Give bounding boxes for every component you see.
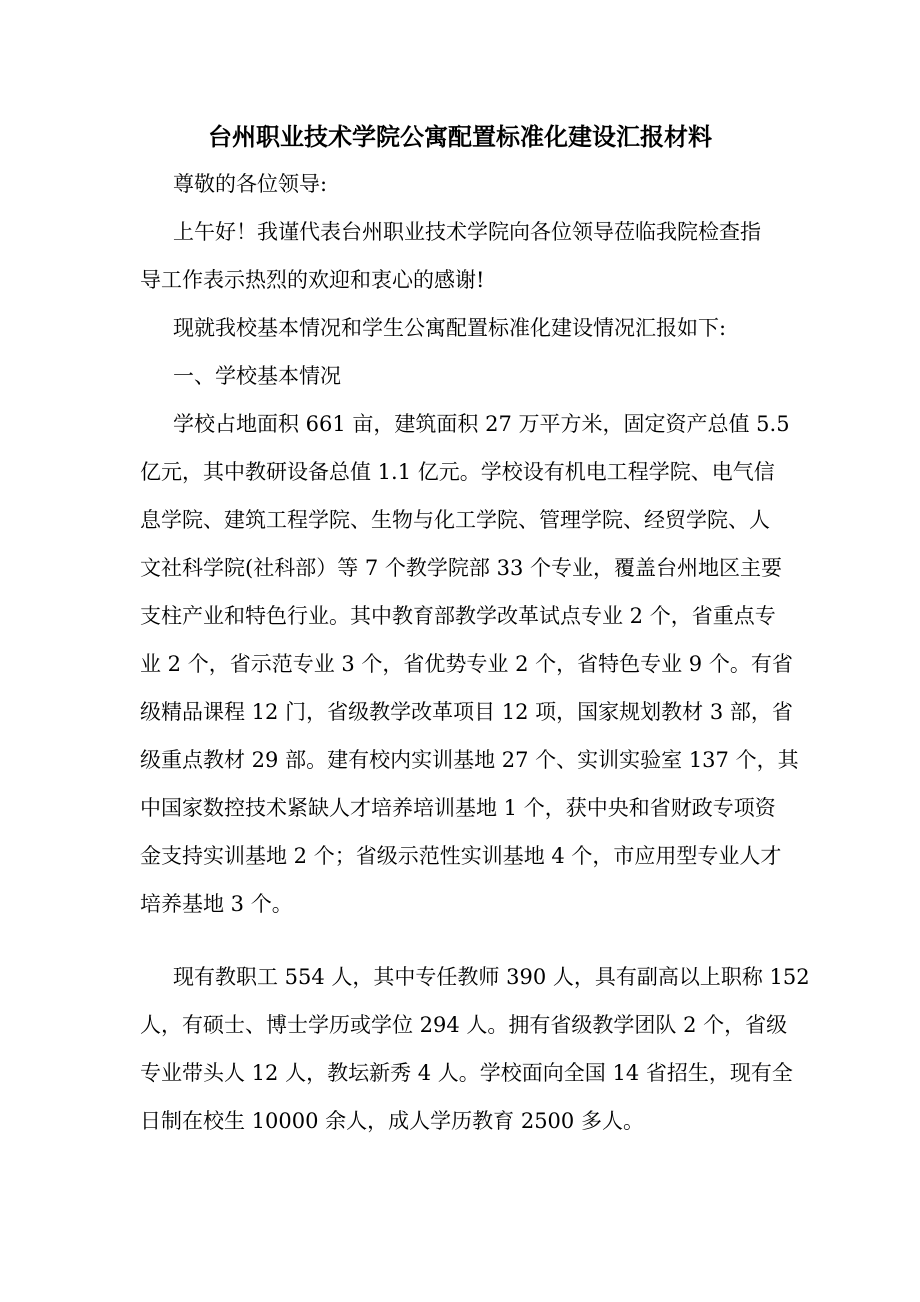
intro-line: 现就我校基本情况和学生公寓配置标准化建设情况汇报如下:: [173, 316, 727, 340]
greeting-line-2: 导工作表示热烈的欢迎和衷心的感谢!: [140, 268, 485, 292]
para2-line-2: 人，有硕士、博士学历或学位 294 人。拥有省级教学团队 2 个，省级: [140, 1013, 788, 1037]
para1-line-6: 业 2 个，省示范专业 3 个，省优势专业 2 个，省特色专业 9 个。有省: [140, 652, 793, 676]
para2-line-4: 日制在校生 10000 余人，成人学历教育 2500 多人。: [140, 1109, 644, 1133]
document-title: 台州职业技术学院公寓配置标准化建设汇报材料: [208, 122, 712, 151]
para1-line-10: 金支持实训基地 2 个；省级示范性实训基地 4 个，市应用型专业人才: [140, 844, 782, 868]
para1-line-2: 亿元，其中教研设备总值 1.1 亿元。学校设有机电工程学院、电气信: [140, 460, 775, 484]
para1-line-11: 培养基地 3 个。: [140, 892, 293, 916]
salutation: 尊敬的各位领导:: [173, 172, 328, 196]
section-heading-basic-info: 一、学校基本情况: [173, 364, 341, 388]
para2-line-3: 专业带头人 12 人，教坛新秀 4 人。学校面向全国 14 省招生，现有全: [140, 1061, 793, 1085]
para1-line-1: 学校占地面积 661 亩，建筑面积 27 万平方米，固定资产总值 5.5: [173, 412, 790, 436]
para1-line-4: 文社科学院(社科部）等 7 个教学院部 33 个专业，覆盖台州地区主要: [140, 556, 782, 580]
para1-line-7: 级精品课程 12 门，省级教学改革项目 12 项，国家规划教材 3 部，省: [140, 700, 793, 724]
para1-line-3: 息学院、建筑工程学院、生物与化工学院、管理学院、经贸学院、人: [140, 508, 770, 532]
para1-line-8: 级重点教材 29 部。建有校内实训基地 27 个、实训实验室 137 个，其: [140, 748, 799, 772]
para2-line-1: 现有教职工 554 人，其中专任教师 390 人，具有副高以上职称 152: [173, 965, 810, 989]
greeting-line-1: 上午好！我谨代表台州职业技术学院向各位领导莅临我院检查指: [173, 220, 761, 244]
para1-line-9: 中国家数控技术紧缺人才培养培训基地 1 个，获中央和省财政专项资: [140, 796, 776, 820]
para1-line-5: 支柱产业和特色行业。其中教育部教学改革试点专业 2 个，省重点专: [140, 604, 776, 628]
